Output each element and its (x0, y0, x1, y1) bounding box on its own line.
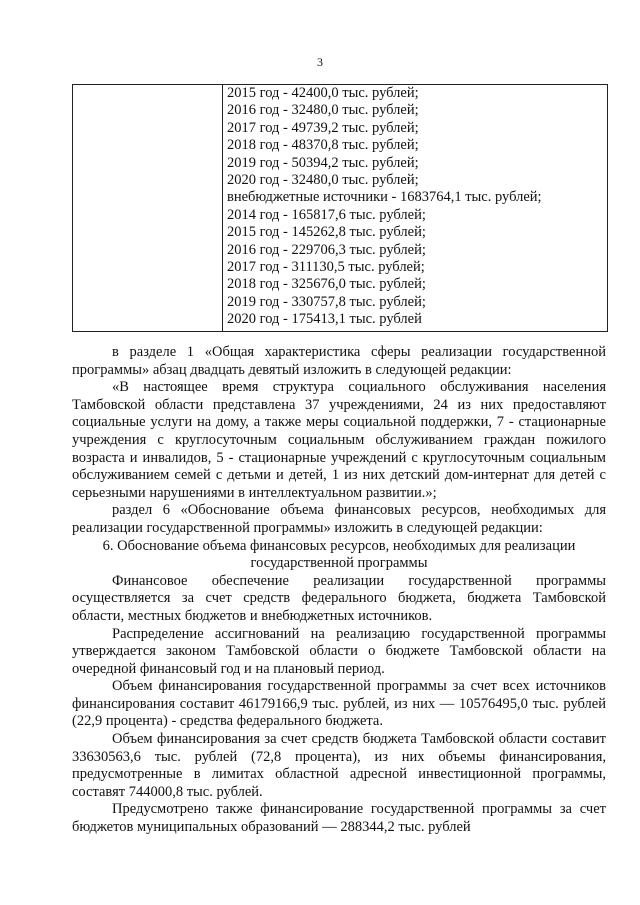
paragraph-financing-sources: Финансовое обеспечение реализации государственной программы осуществляется за счет средств федерального бюджета, бюджета Тамбовской области, местных бюджетов и внебюджетных источников. (72, 572, 606, 624)
paragraph-social-services-quote: «В настоящее время структура социального обслуживания населения Тамбовской области представлена 37 учреждениями, 24 из них предоставляют социальные услуги на дому, а также меры социальной поддержки, 7 - стационарные учреждения с круглосуточным социальным обслуживанием граждан пожилого возраста и инвалидов, 5 - стационарные учреждений с круглосуточным социальным обслуживанием семей с детьми и детей, 1 из них детский дом-интернат для детей с серьезными нарушениями в интеллектуальном развитии.»; (72, 379, 606, 501)
table-line: 2017 год - 49739,2 тыс. рублей; (227, 119, 419, 136)
table-line: внебюджетные источники - 1683764,1 тыс. рублей; (227, 189, 542, 206)
section6-heading: 6. Обоснование объема финансовых ресурсов, необходимых для реализации государственной программы (102, 537, 576, 572)
table-line: 2015 год - 42400,0 тыс. рублей; (227, 85, 419, 101)
table-line: 2016 год - 229706,3 тыс. рублей; (227, 241, 426, 258)
paragraph-regional-budget: Объем финансирования за счет средств бюджета Тамбовской области составит 33630563,6 тыс. рублей (72,8 процента), из них объемы финансирования, предусмотренные в лимитах областной адресной инвестиционной программы, составят 744000,8 тыс. рублей. (72, 731, 606, 800)
table-line: 2015 год - 145262,8 тыс. рублей; (227, 224, 426, 241)
body-text (72, 344, 606, 837)
table-line: 2020 год - 32480,0 тыс. рублей; (227, 172, 419, 189)
page-number: 3 (317, 55, 323, 69)
financing-table (72, 84, 608, 332)
table-line: 2017 год - 311130,5 тыс. рублей; (227, 259, 425, 276)
table-line: 2018 год - 325676,0 тыс. рублей; (227, 276, 426, 293)
table-line: 2019 год - 50394,2 тыс. рублей; (227, 154, 419, 171)
table-line: 2019 год - 330757,8 тыс. рублей; (227, 293, 426, 310)
paragraph-section1-change: в разделе 1 «Общая характеристика сферы реализации государственной программы» абзац двадцать девятый изложить в следующей редакции: (72, 344, 606, 378)
paragraph-allocation-law: Распределение ассигнований на реализацию государственной программы утверждается законом Тамбовской области о бюджете Тамбовской области на очередной финансовый год и на плановый период. (72, 625, 606, 677)
paragraph-section6-change: раздел 6 «Обоснование объема финансовых ресурсов, необходимых для реализации государственной программы» изложить в следующей редакции: (72, 502, 606, 536)
table-line: 2014 год - 165817,6 тыс. рублей; (227, 206, 426, 223)
table-line: 2020 год - 175413,1 тыс. рублей (227, 311, 422, 328)
table-line: 2016 год - 32480,0 тыс. рублей; (227, 102, 419, 119)
paragraph-municipal-budgets: Предусмотрено также финансирование государственной программы за счет бюджетов муниципальных образований — 288344,2 тыс. рублей (72, 801, 606, 836)
table-label-column (73, 85, 223, 331)
table-values-column (223, 85, 607, 331)
paragraph-total-financing: Объем финансирования государственной программы за счет всех источников финансирования составит 46179166,9 тыс. рублей, из них — 10576495,0 тыс. рублей (22,9 процента) - средства федерального бюджета. (72, 678, 606, 730)
table-line: 2018 год - 48370,8 тыс. рублей; (227, 137, 419, 154)
